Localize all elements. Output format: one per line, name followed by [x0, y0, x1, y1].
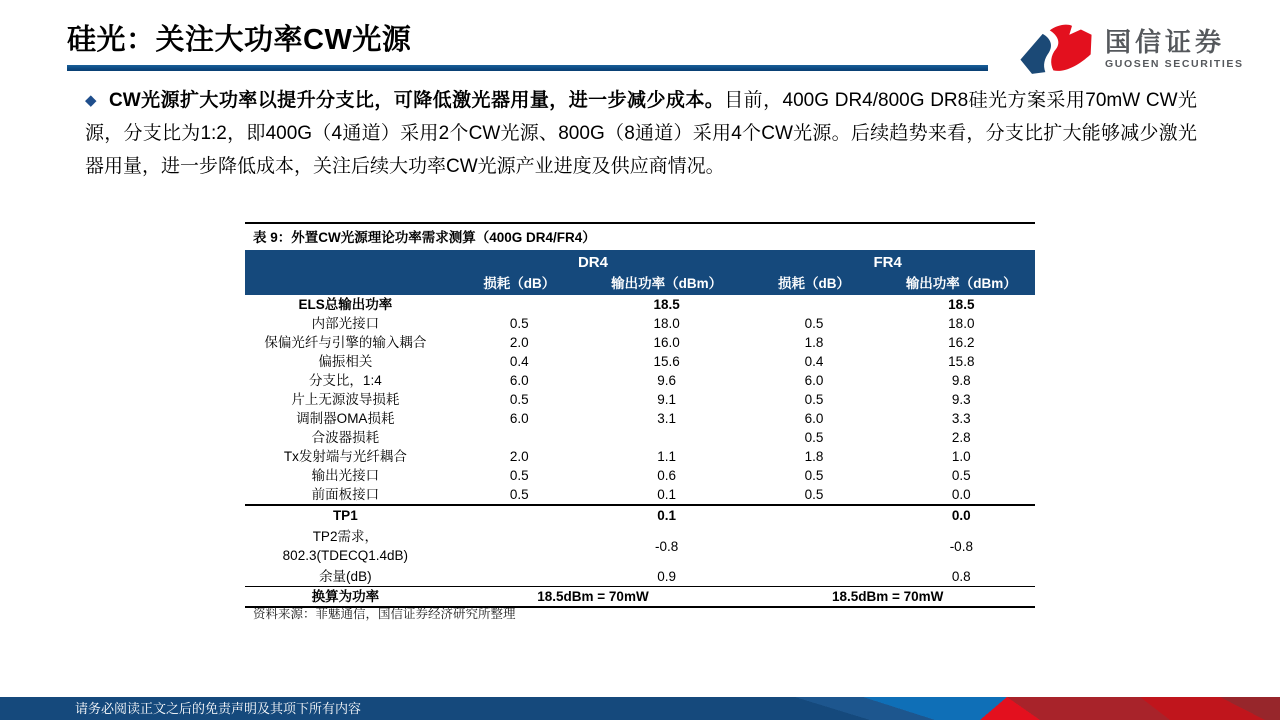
table-cell: 2.0 [509, 335, 529, 350]
table-row [245, 587, 1035, 608]
group-header-fr4: FR4 [873, 254, 902, 271]
table-title: 表 9：外置CW光源理论功率需求测算（400G DR4/FR4） [253, 230, 596, 245]
table-row [245, 447, 1035, 466]
table-row [245, 390, 1035, 409]
guosen-logo-icon [1016, 23, 1096, 75]
logo-text [1105, 27, 1244, 71]
logo-name-cn: 国信证券 [1105, 27, 1226, 57]
table-row [245, 567, 1035, 587]
footer-ribbon-decoration [720, 697, 1280, 720]
table-cell: 0.5 [804, 487, 824, 502]
table-cell: 6.0 [509, 373, 529, 388]
table-cell [446, 295, 593, 314]
table-cell: 9.8 [951, 373, 971, 388]
table-row [245, 505, 1035, 525]
table-cell: 0.5 [509, 468, 529, 483]
row-label: 合波器损耗 [311, 430, 380, 445]
table-cell: -0.8 [655, 538, 679, 554]
table-cell: 18.5dBm = 70mW [740, 587, 1035, 608]
logo-name-en: GUOSEN SECURITIES [1105, 58, 1244, 70]
table-cell: 1.8 [804, 335, 824, 350]
table-cell [740, 567, 887, 587]
power-table [245, 250, 1035, 608]
guosen-logo [1016, 23, 1244, 75]
col-header-fr4-loss: 损耗（dB） [777, 276, 850, 291]
row-label: 片上无源波导损耗 [291, 392, 400, 407]
footer-disclaimer: 请务必阅读正文之后的免责声明及其项下所有内容 [75, 701, 362, 716]
row-label: TP1 [245, 505, 446, 525]
table-row [245, 485, 1035, 505]
table-cell: 2.0 [509, 449, 529, 464]
table-cell: 1.8 [804, 449, 824, 464]
table-cell: 18.0 [653, 316, 680, 331]
page-title: 硅光：关注大功率CW光源 [67, 24, 412, 56]
power-table-body [245, 295, 1035, 607]
table-cell: 9.6 [657, 373, 677, 388]
table-cell: 0.5 [509, 392, 529, 407]
table-cell: 0.9 [657, 569, 677, 584]
table-cell: -0.8 [949, 538, 973, 554]
row-label: 换算为功率 [245, 587, 446, 608]
table-cell: 1.1 [657, 449, 677, 464]
table-row [245, 352, 1035, 371]
table-cell: 0.4 [804, 354, 824, 369]
source-note: 资料来源：菲魅通信，国信证券经济研究所整理 [253, 607, 516, 621]
table-cell: 6.0 [804, 411, 824, 426]
table-cell: 0.6 [657, 468, 677, 483]
summary-rest: 目前，400G DR4/800G DR8硅光方案采用70mW CW光源，分支比为1:2，即400G（4通道）采用2个CW光源、800G（8通道）采用4个CW光源。后续趋势来看，分支比扩大能够减少激光器用量，进一步降低成本，关注后续大功率CW光源产业进度及供应商情况。 [85, 90, 1197, 177]
table-row [245, 314, 1035, 333]
row-label: 前面板接口 [311, 487, 380, 502]
empty-header-cell [245, 272, 446, 295]
table-cell: 0.4 [509, 354, 529, 369]
table-cell: 0.0 [888, 505, 1035, 525]
title-underline [67, 65, 988, 71]
table-cell: 1.0 [951, 449, 971, 464]
table-cell: 6.0 [509, 411, 529, 426]
table-cell: 3.1 [657, 411, 677, 426]
table-row [245, 409, 1035, 428]
table-cell: 0.5 [509, 487, 529, 502]
table-cell [740, 505, 887, 525]
row-label: 分支比，1:4 [308, 373, 382, 388]
table-cell: 0.5 [951, 468, 971, 483]
table-cell [446, 505, 593, 525]
power-table-block [245, 222, 1035, 608]
row-label: 内部光接口 [311, 316, 380, 331]
col-header-dr4-out: 输出功率（dBm） [611, 276, 723, 291]
summary-bold-lead: CW光源扩大功率以提升分支比，可降低激光器用量，进一步减少成本。 [108, 90, 725, 111]
table-cell: 0.0 [951, 487, 971, 502]
table-column-header-row [245, 272, 1035, 295]
row-label: Tx发射端与光纤耦合 [283, 449, 407, 464]
table-cell: 0.5 [804, 392, 824, 407]
table-cell: 6.0 [804, 373, 824, 388]
table-cell: 18.5 [948, 297, 975, 312]
row-label: 余量(dB) [319, 569, 372, 584]
row-label: 偏振相关 [318, 354, 373, 369]
col-header-dr4-loss: 损耗（dB） [483, 276, 556, 291]
summary-paragraph [85, 84, 1197, 183]
empty-header-cell [245, 250, 446, 272]
table-cell: 2.8 [951, 430, 971, 445]
table-cell: 0.8 [951, 569, 971, 584]
table-cell [446, 567, 593, 587]
footer-bar [0, 697, 1280, 720]
table-cell: 16.2 [948, 335, 975, 350]
table-cell: 9.3 [951, 392, 971, 407]
table-cell [740, 295, 887, 314]
table-cell: 3.3 [951, 411, 971, 426]
table-cell [446, 428, 593, 447]
col-header-fr4-out: 输出功率（dBm） [905, 276, 1017, 291]
table-cell: 9.1 [657, 392, 677, 407]
table-cell [593, 428, 740, 447]
table-row [245, 525, 1035, 567]
table-row [245, 428, 1035, 447]
table-cell: 18.5 [653, 297, 680, 312]
table-cell: 15.8 [948, 354, 975, 369]
row-label: 调制器OMA损耗 [296, 411, 395, 426]
table-group-header-row [245, 250, 1035, 272]
row-label: TP2需求， 802.3(TDECQ1.4dB) [282, 529, 408, 563]
table-cell: 18.5dBm = 70mW [446, 587, 741, 608]
row-label: 保偏光纤与引擎的输入耦合 [264, 335, 427, 350]
table-cell: 0.5 [804, 430, 824, 445]
table-cell: 0.5 [509, 316, 529, 331]
table-cell: 18.0 [948, 316, 975, 331]
row-label: 输出光接口 [311, 468, 380, 483]
table-cell: 0.5 [804, 316, 824, 331]
row-label: ELS总输出功率 [298, 297, 393, 312]
table-cell: 0.5 [804, 468, 824, 483]
table-cell [740, 525, 887, 567]
table-cell: 16.0 [653, 335, 680, 350]
table-cell: 15.6 [653, 354, 680, 369]
table-row [245, 333, 1035, 352]
table-cell: 0.1 [657, 487, 677, 502]
table-row [245, 371, 1035, 390]
table-row [245, 295, 1035, 314]
group-header-dr4: DR4 [577, 254, 608, 271]
diamond-bullet-icon: ◆ [85, 92, 97, 109]
table-cell: 0.1 [593, 505, 740, 525]
table-cell [446, 525, 593, 567]
table-row [245, 466, 1035, 485]
